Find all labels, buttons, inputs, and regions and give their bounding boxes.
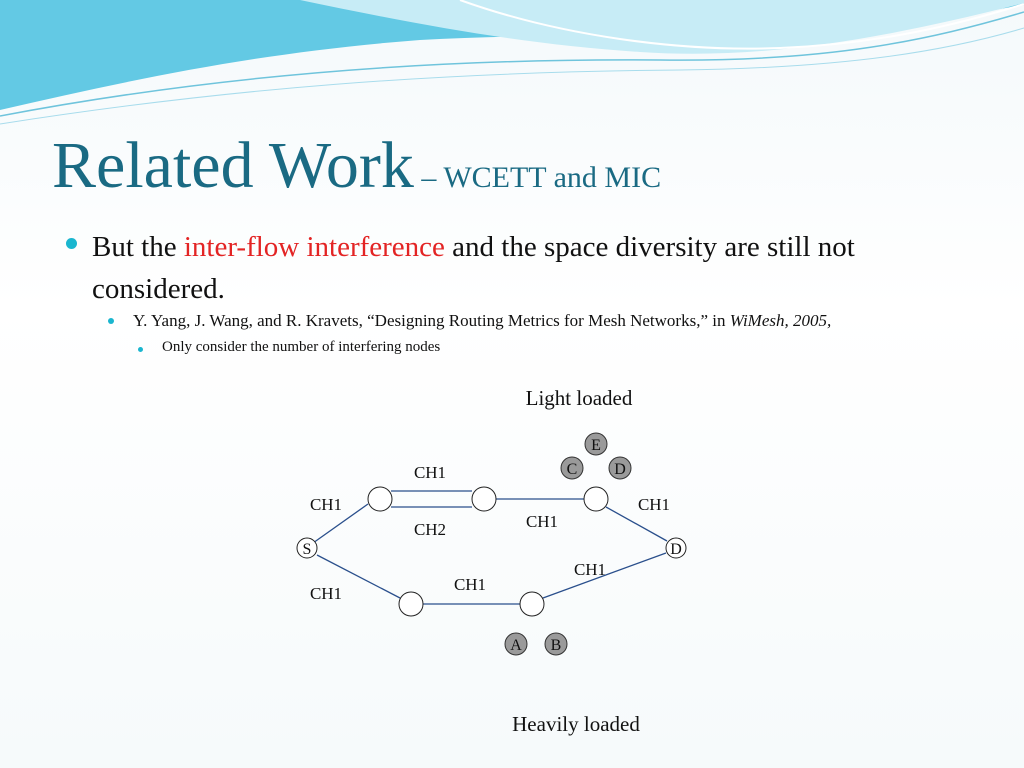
destination-node-label: D bbox=[670, 541, 682, 558]
relay-node-upper1 bbox=[368, 487, 392, 511]
channel-label-s-upper1: CH1 bbox=[309, 495, 343, 514]
source-node-label: S bbox=[302, 541, 312, 558]
title-main: Related Work bbox=[52, 129, 414, 202]
title-subtitle: – WCETT and MIC bbox=[413, 161, 662, 194]
channel-label-lower2-d: CH1 bbox=[573, 560, 607, 579]
relay-node-lower1 bbox=[399, 592, 423, 616]
interferer-label-b: B bbox=[550, 637, 562, 654]
channel-label-upper3-d: CH1 bbox=[637, 495, 671, 514]
channel-label-upper2-upper3: CH1 bbox=[525, 512, 559, 531]
interferer-label-c: C bbox=[566, 461, 578, 478]
caption-light-loaded: Light loaded bbox=[525, 386, 633, 410]
bullet3-text: Only consider the number of interfering nodes bbox=[162, 339, 441, 355]
channel-label-s-lower1: CH1 bbox=[309, 584, 343, 603]
bullet2-text: Y. Yang, J. Wang, and R. Kravets, “Designing Routing Metrics for Mesh Networks,” in bbox=[133, 311, 730, 330]
bullet1-prefix: But the bbox=[92, 231, 184, 263]
channel-label-upper-top: CH1 bbox=[413, 463, 447, 482]
caption-heavily-loaded: Heavily loaded bbox=[512, 712, 640, 736]
bullet1-highlight: inter-flow interference bbox=[183, 231, 445, 263]
bullet2-venue: WiMesh, 2005, bbox=[729, 311, 832, 330]
relay-node-lower2 bbox=[520, 592, 544, 616]
bullet1-suffix: and the space diversity are still not considered. bbox=[92, 231, 855, 305]
channel-label-lower: CH1 bbox=[453, 575, 487, 594]
interferer-label-d: D bbox=[614, 461, 626, 478]
interferer-label-a: A bbox=[510, 637, 522, 654]
relay-node-upper2 bbox=[472, 487, 496, 511]
relay-node-upper3 bbox=[584, 487, 608, 511]
interferer-label-e: E bbox=[591, 437, 601, 454]
channel-label-upper-bottom: CH2 bbox=[413, 520, 447, 539]
